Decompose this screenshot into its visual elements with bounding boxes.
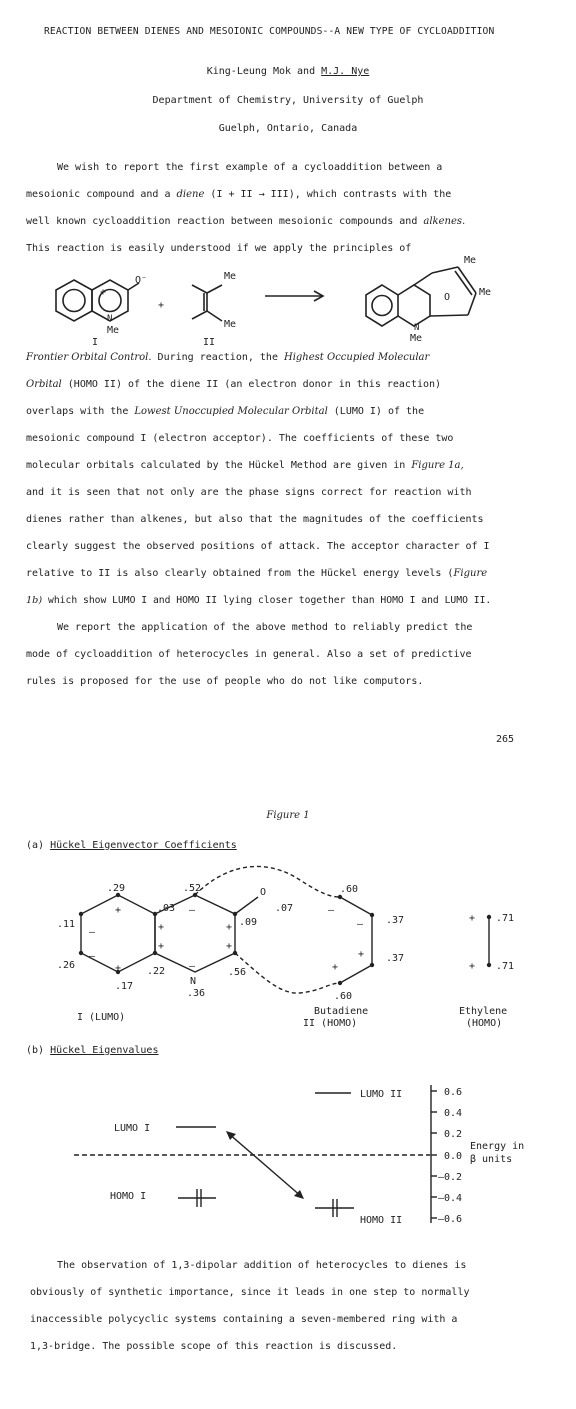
- coef-03: .03: [157, 903, 176, 914]
- reaction-scheme: [0, 255, 576, 350]
- sign: +: [332, 962, 339, 973]
- coef-o: O: [260, 887, 267, 898]
- me-bot: Me: [224, 319, 237, 330]
- p2-line-9: relative to II is also clearly obtained from the Hückel energy levels (Figure: [26, 568, 488, 579]
- tick-label: 0.6: [444, 1087, 463, 1098]
- homo-ii-label: HOMO II: [360, 1215, 403, 1226]
- sign: +: [115, 963, 122, 974]
- homo-i-label: HOMO I: [110, 1191, 147, 1202]
- coef-36: .36: [187, 988, 206, 999]
- label-ethylene: Ethylene: [459, 1006, 508, 1017]
- p2-line-3: overlaps with the Lowest Unoccupied Molecular Orbital (LUMO I) of the: [26, 406, 425, 417]
- sign: +: [226, 922, 233, 933]
- label-ii-homo: II (HOMO): [303, 1018, 358, 1029]
- tick-label: 0.4: [444, 1108, 463, 1119]
- figure-title: Figure 1: [266, 810, 310, 821]
- coef-56: .56: [228, 967, 247, 978]
- coef-17: .17: [115, 981, 134, 992]
- figure-b-heading: (b) Hückel Eigenvalues: [26, 1045, 159, 1056]
- figure-1a-diagram: [0, 855, 576, 1040]
- coef-60b: .60: [334, 991, 353, 1002]
- label-i-lumo: I (LUMO): [77, 1012, 126, 1023]
- coef-71a: .71: [496, 913, 515, 924]
- prod-me-1: Me: [464, 255, 477, 266]
- sign: +: [115, 905, 122, 916]
- p2-line-8: clearly suggest the observed positions of attack. The acceptor character of I: [26, 541, 490, 552]
- p2-line-6: and it is seen that not only are the phase signs correct for reaction with: [26, 487, 472, 498]
- p2-line-10: 1b) which show LUMO I and HOMO II lying closer together than HOMO I and LUMO II.: [26, 595, 492, 606]
- plus-operator: +: [158, 300, 165, 311]
- p1-line-3: well known cycloaddition reaction between mesoionic compounds and alkenes.: [26, 216, 466, 227]
- n-label: N: [107, 314, 113, 324]
- authors: [0, 66, 576, 77]
- coef-26: .26: [57, 960, 76, 971]
- label-II: II: [203, 337, 216, 348]
- author-first: King-Leung Mok and: [206, 66, 322, 77]
- closing-line-4: 1,3-bridge. The possible scope of this reaction is discussed.: [30, 1341, 398, 1352]
- sign: –: [189, 905, 196, 916]
- sign: +: [158, 922, 165, 933]
- figure-a-heading: (a) Hückel Eigenvector Coefficients: [26, 840, 237, 851]
- me-top: Me: [224, 271, 237, 282]
- lumo-i-label: LUMO I: [114, 1123, 151, 1134]
- coef-09: .09: [239, 917, 258, 928]
- sign: –: [189, 961, 196, 972]
- label-ethylene-homo: (HOMO): [466, 1018, 503, 1029]
- p1-line-4: This reaction is easily understood if we apply the principles of: [26, 243, 412, 254]
- lumo-ii-label: LUMO II: [360, 1089, 403, 1100]
- coef-11: .11: [57, 919, 76, 930]
- p3-line-1: We report the application of the above method to reliably predict the: [57, 622, 473, 633]
- p2-line-4: mesoionic compound I (electron acceptor). The coefficients of these two: [26, 433, 454, 444]
- tick-label: –0.2: [438, 1172, 463, 1183]
- author-second: M.J. Nye: [321, 66, 370, 77]
- oxy-label: O⁻: [135, 275, 148, 286]
- sign: –: [89, 927, 96, 938]
- p1-line-1: We wish to report the first example of a cycloaddition between a: [57, 162, 443, 173]
- coef-52: .52: [183, 883, 202, 894]
- coef-07: .07: [275, 903, 294, 914]
- closing-line-2: obviously of synthetic importance, since it leads in one step to normally: [30, 1287, 470, 1298]
- tick-label: 0.2: [444, 1129, 463, 1140]
- p1-line-2: mesoionic compound and a diene (I + II → III), which contrasts with the: [26, 189, 452, 200]
- coef-n: N: [190, 976, 197, 987]
- p3-line-2: mode of cycloaddition of heterocycles in general. Also a set of predictive: [26, 649, 472, 660]
- energy-axis-units: β units: [470, 1154, 513, 1165]
- tick-label: –0.6: [438, 1214, 463, 1225]
- me-label: Me: [107, 325, 120, 336]
- p2-line-5: molecular orbitals calculated by the Hückel Method are given in Figure 1a,: [26, 460, 464, 471]
- label-butadiene: Butadiene: [314, 1006, 369, 1017]
- prod-me-2: Me: [479, 287, 492, 298]
- coef-60a: .60: [340, 884, 359, 895]
- sign: +: [469, 961, 476, 972]
- p2-line-7: dienes rather than alkenes, but also that the magnitudes of the coefficients: [26, 514, 484, 525]
- coef-22: .22: [147, 966, 166, 977]
- closing-line-3: inaccessible polycyclic systems containing a seven-membered ring with a: [30, 1314, 458, 1325]
- coef-71b: .71: [496, 961, 515, 972]
- paper-title: REACTION BETWEEN DIENES AND MESOIONIC COMPOUNDS--A NEW TYPE OF CYCLOADDITION: [44, 26, 495, 37]
- sign: –: [89, 951, 96, 962]
- p3-line-3: rules is proposed for the use of people who do not like computors.: [26, 676, 424, 687]
- figure-1b-diagram: [0, 1075, 576, 1235]
- p2-line-1: Frontier Orbital Control. During reaction, the Highest Occupied Molecular: [26, 352, 430, 363]
- affiliation: Department of Chemistry, University of Guelph: [152, 95, 424, 106]
- charge-plus: +: [100, 287, 107, 298]
- location: Guelph, Ontario, Canada: [218, 123, 358, 134]
- closing-line-1: The observation of 1,3-dipolar addition of heterocycles to dienes is: [57, 1260, 467, 1271]
- prod-o: O: [444, 292, 451, 303]
- prod-nme: Me: [410, 333, 423, 344]
- sign: +: [358, 949, 365, 960]
- sign: –: [328, 905, 335, 916]
- sign: +: [226, 941, 233, 952]
- sign: –: [357, 919, 364, 930]
- energy-axis-label: Energy in: [470, 1141, 525, 1152]
- p2-line-2: Orbital (HOMO II) of the diene II (an electron donor in this reaction): [26, 379, 442, 390]
- sign: +: [158, 941, 165, 952]
- coef-29: .29: [107, 883, 126, 894]
- page-number: 265: [496, 734, 515, 745]
- tick-label: –0.4: [438, 1193, 463, 1204]
- label-I: I: [92, 337, 99, 348]
- coef-37b: .37: [386, 953, 405, 964]
- prod-n: N: [414, 323, 420, 333]
- tick-label: 0.0: [444, 1151, 463, 1162]
- coef-37a: .37: [386, 915, 405, 926]
- sign: +: [469, 913, 476, 924]
